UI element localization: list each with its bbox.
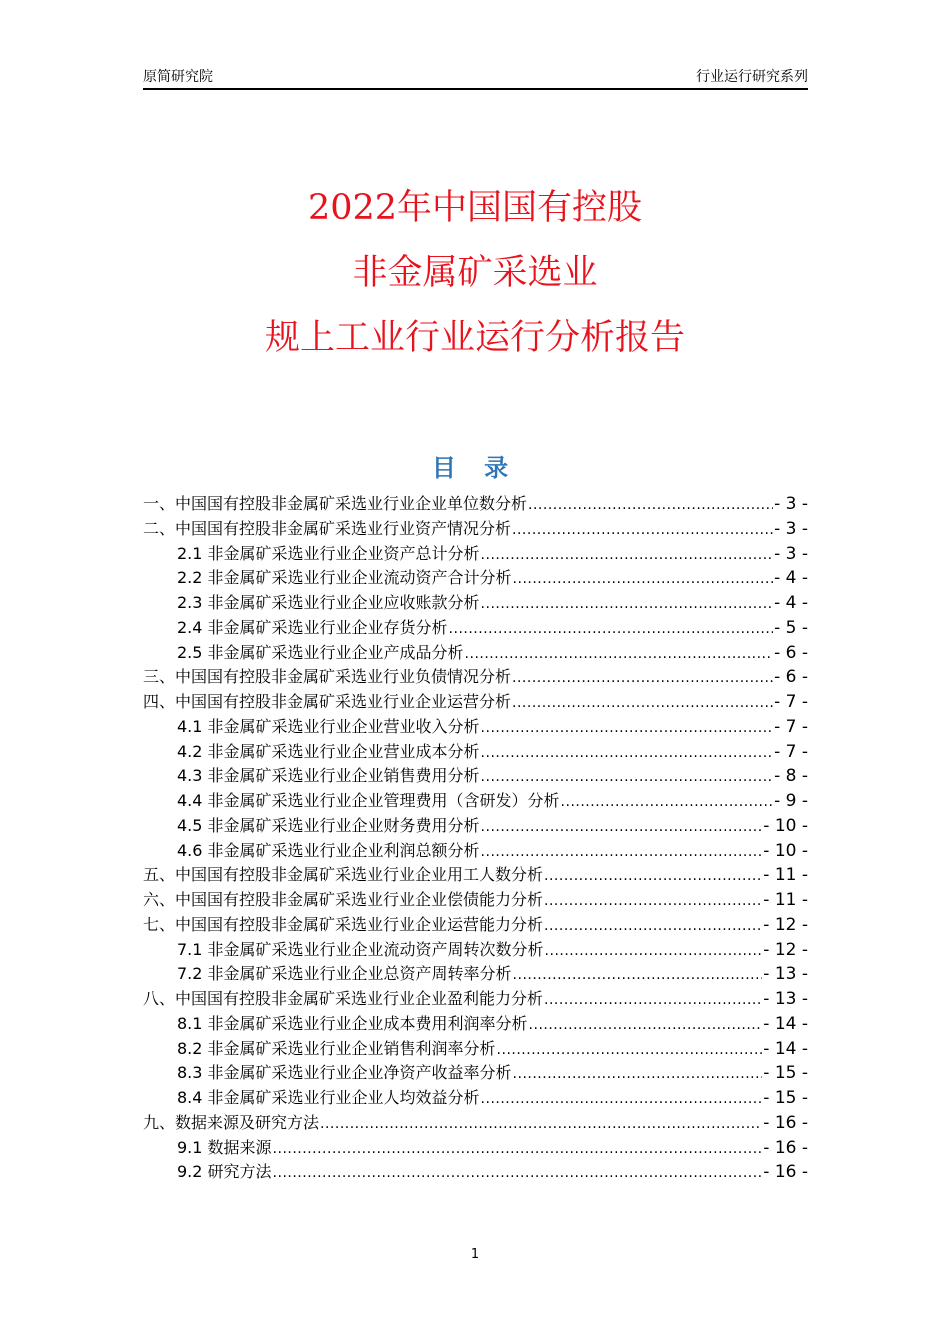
toc-leader-dots	[481, 815, 763, 840]
toc-entry[interactable]	[143, 1037, 808, 1062]
toc-leader-dots	[528, 493, 773, 518]
toc-entry-page[interactable]: - 8 -	[774, 766, 808, 787]
toc-entry-label[interactable]: 五、中国国有控股非金属矿采选业行业企业用工人数分析	[143, 865, 544, 885]
toc-entry-page[interactable]: - 4 -	[774, 593, 808, 613]
toc-leader-dots	[545, 939, 763, 964]
toc-entry[interactable]	[143, 1111, 808, 1136]
toc-leader-dots	[320, 1112, 762, 1137]
toc-entry[interactable]	[143, 913, 808, 938]
toc-leader-dots	[481, 592, 774, 617]
toc-entry[interactable]	[143, 888, 808, 913]
toc-leader-dots	[513, 567, 774, 592]
toc-entry-page[interactable]: - 3 -	[774, 518, 808, 539]
toc-leader-dots	[273, 1161, 763, 1186]
toc-entry[interactable]	[143, 690, 808, 715]
toc-leader-dots	[512, 691, 773, 716]
toc-entry-page[interactable]: - 10 -	[763, 815, 808, 836]
toc-entry-label[interactable]: 四、中国国有控股非金属矿采选业行业企业运营分析	[143, 692, 512, 711]
toc-entry-page[interactable]: - 16 -	[763, 1112, 808, 1133]
toc-leader-dots	[481, 765, 774, 790]
toc-leader-dots	[512, 666, 773, 691]
toc-entry[interactable]	[143, 641, 808, 666]
toc-entry[interactable]	[143, 616, 808, 641]
toc-entry[interactable]	[143, 962, 808, 987]
toc-entry-page[interactable]: - 11 -	[763, 890, 808, 910]
toc-entry[interactable]	[143, 1061, 808, 1086]
toc-entry-page[interactable]: - 16 -	[763, 1162, 808, 1183]
toc-entry-label[interactable]: 8.2 非金属矿采选业行业企业销售利润率分析	[177, 1038, 496, 1058]
toc-entry-page[interactable]: - 3 -	[774, 543, 808, 564]
toc-entry-label[interactable]: 7.1 非金属矿采选业行业企业流动资产周转次数分析	[177, 939, 544, 959]
toc-entry-page[interactable]: - 15 -	[763, 1088, 808, 1108]
toc-entry[interactable]	[143, 839, 808, 864]
toc-entry[interactable]	[143, 492, 808, 517]
toc-entry[interactable]	[143, 591, 808, 616]
toc-entry[interactable]	[143, 1086, 808, 1111]
toc-entry-label[interactable]: 2.3 非金属矿采选业行业企业应收账款分析	[177, 593, 480, 612]
page-header	[143, 66, 808, 90]
toc-entry-page[interactable]: - 13 -	[763, 989, 808, 1009]
header-publisher: 原简研究院	[143, 69, 213, 85]
toc-entry-page[interactable]: - 12 -	[763, 939, 808, 960]
toc-entry-label[interactable]: 7.2 非金属矿采选业行业企业总资产周转率分析	[177, 964, 512, 984]
table-of-contents	[143, 492, 808, 1185]
toc-entry-label[interactable]: 二、中国国有控股非金属矿采选业行业资产情况分析	[143, 518, 512, 538]
toc-entry[interactable]	[143, 740, 808, 765]
toc-entry[interactable]	[143, 814, 808, 839]
toc-entry[interactable]	[143, 1160, 808, 1185]
toc-entry-label[interactable]: 2.5 非金属矿采选业行业企业产成品分析	[177, 642, 464, 662]
toc-entry-label[interactable]: 六、中国国有控股非金属矿采选业行业企业偿债能力分析	[143, 890, 544, 909]
toc-entry[interactable]	[143, 863, 808, 888]
toc-entry[interactable]	[143, 764, 808, 789]
toc-entry-page[interactable]: - 9 -	[774, 791, 808, 811]
toc-leader-dots	[544, 889, 762, 914]
title-line-3: 规上工业行业运行分析报告	[264, 318, 685, 358]
header-series: 行业运行研究系列	[696, 69, 808, 85]
toc-leader-dots	[481, 543, 774, 568]
toc-leader-dots	[481, 741, 774, 766]
toc-entry-label[interactable]: 一、中国国有控股非金属矿采选业行业企业单位数分析	[143, 494, 528, 513]
toc-entry-page[interactable]: - 4 -	[774, 568, 808, 589]
toc-entry[interactable]	[143, 1012, 808, 1037]
toc-entry-label[interactable]: 9.1 数据来源	[177, 1137, 272, 1157]
page-number: 1	[470, 1247, 480, 1262]
toc-leader-dots	[512, 518, 773, 543]
report-title	[0, 176, 950, 371]
toc-entry-label[interactable]: 三、中国国有控股非金属矿采选业行业负债情况分析	[143, 667, 512, 687]
toc-entry-label[interactable]: 8.3 非金属矿采选业行业企业净资产收益率分析	[177, 1063, 512, 1083]
title-line-2: 非金属矿采选业	[352, 253, 598, 293]
toc-entry[interactable]	[143, 715, 808, 740]
toc-leader-dots	[513, 963, 763, 988]
toc-leader-dots	[497, 1038, 763, 1063]
toc-entry-label[interactable]: 七、中国国有控股非金属矿采选业行业企业运营能力分析	[143, 914, 544, 934]
toc-entry-page[interactable]: - 11 -	[763, 865, 808, 886]
toc-leader-dots	[544, 864, 762, 889]
toc-entry-label[interactable]: 2.1 非金属矿采选业行业企业资产总计分析	[177, 543, 480, 563]
toc-entry[interactable]	[143, 517, 808, 542]
toc-entry-page[interactable]: - 3 -	[774, 494, 808, 514]
toc-entry[interactable]	[143, 987, 808, 1012]
toc-entry-page[interactable]: - 7 -	[774, 692, 808, 712]
toc-leader-dots	[513, 1062, 763, 1087]
toc-entry-page[interactable]: - 14 -	[763, 1038, 808, 1059]
toc-entry-page[interactable]: - 6 -	[774, 667, 808, 688]
toc-entry[interactable]	[143, 566, 808, 591]
toc-entry-page[interactable]: - 5 -	[774, 617, 808, 638]
toc-entry-page[interactable]: - 6 -	[774, 642, 808, 663]
toc-entry-label[interactable]: 8.1 非金属矿采选业行业企业成本费用利润率分析	[177, 1013, 528, 1033]
title-line-1: 2022年中国国有控股	[307, 188, 643, 228]
toc-leader-dots	[481, 1087, 763, 1112]
toc-entry-label[interactable]: 2.4 非金属矿采选业行业企业存货分析	[177, 617, 448, 637]
toc-leader-dots	[273, 1137, 763, 1162]
toc-entry-page[interactable]: - 14 -	[763, 1013, 808, 1034]
toc-entry-label[interactable]: 4.2 非金属矿采选业行业企业营业成本分析	[177, 741, 480, 761]
toc-leader-dots	[544, 914, 762, 939]
toc-leader-dots	[544, 988, 762, 1013]
toc-entry-label[interactable]: 4.6 非金属矿采选业行业企业利润总额分析	[177, 840, 480, 860]
toc-entry-label[interactable]: 4.1 非金属矿采选业行业企业营业收入分析	[177, 716, 480, 736]
toc-leader-dots	[465, 642, 774, 667]
toc-entry[interactable]	[143, 542, 808, 567]
toc-entry[interactable]	[143, 789, 808, 814]
toc-entry-label[interactable]: 2.2 非金属矿采选业行业企业流动资产合计分析	[177, 568, 512, 588]
toc-leader-dots	[481, 840, 763, 865]
toc-entry-page[interactable]: - 15 -	[763, 1063, 808, 1084]
toc-heading: 目 录	[431, 454, 519, 482]
toc-entry[interactable]	[143, 665, 808, 690]
toc-leader-dots	[561, 790, 774, 815]
toc-entry-label[interactable]: 八、中国国有控股非金属矿采选业行业企业盈利能力分析	[143, 989, 544, 1008]
toc-entry[interactable]	[143, 1136, 808, 1161]
toc-leader-dots	[449, 617, 774, 642]
toc-entry-label[interactable]: 4.4 非金属矿采选业行业企业管理费用（含研发）分析	[177, 791, 560, 810]
toc-entry-label[interactable]: 九、数据来源及研究方法	[143, 1112, 320, 1132]
toc-entry-label[interactable]: 4.3 非金属矿采选业行业企业销售费用分析	[177, 766, 480, 786]
toc-entry-page[interactable]: - 10 -	[763, 840, 808, 861]
toc-entry-page[interactable]: - 7 -	[774, 741, 808, 762]
toc-leader-dots	[481, 716, 774, 741]
toc-entry-page[interactable]: - 16 -	[763, 1137, 808, 1158]
toc-entry-label[interactable]: 8.4 非金属矿采选业行业企业人均效益分析	[177, 1088, 480, 1107]
toc-entry-label[interactable]: 4.5 非金属矿采选业行业企业财务费用分析	[177, 815, 480, 835]
toc-entry-page[interactable]: - 12 -	[763, 914, 808, 935]
toc-entry-page[interactable]: - 13 -	[763, 964, 808, 985]
toc-entry[interactable]	[143, 938, 808, 963]
toc-entry-page[interactable]: - 7 -	[774, 716, 808, 737]
toc-entry-label[interactable]: 9.2 研究方法	[177, 1162, 272, 1182]
toc-leader-dots	[529, 1013, 763, 1038]
